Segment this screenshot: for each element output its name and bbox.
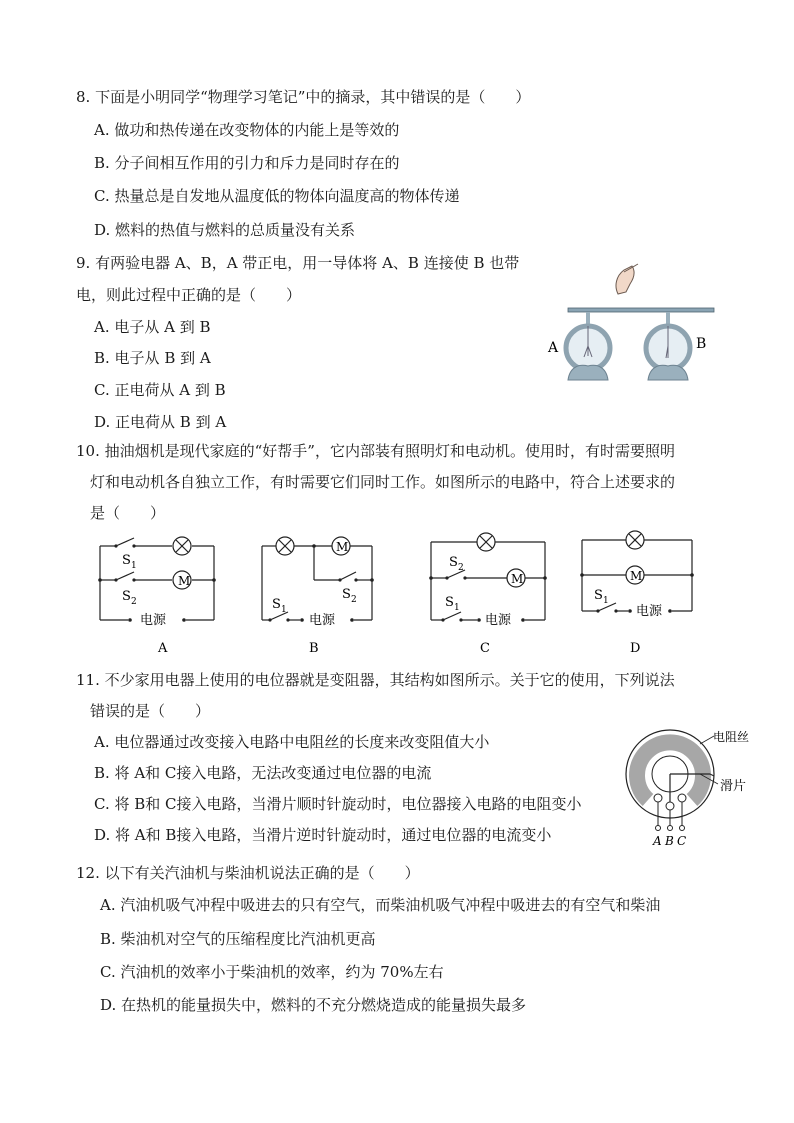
electroscope-label-b: B <box>696 336 707 352</box>
svg-text:M: M <box>630 569 643 583</box>
svg-text:S: S <box>342 587 351 602</box>
q9-option-b: B. 电子从 B 到 A <box>94 349 211 367</box>
circuit-caption: C <box>480 641 490 654</box>
svg-text:S: S <box>449 555 458 570</box>
svg-text:电源: 电源 <box>309 613 336 628</box>
q12-option-b: B. 柴油机对空气的压缩程度比汽油机更高 <box>100 930 376 948</box>
electroscope-figure <box>540 262 720 387</box>
svg-text:1: 1 <box>603 596 609 606</box>
q11-stem-line1: 11. 不少家用电器上使用的电位器就是变阻器，其结构如图所示。关于它的使用，下列说法 <box>76 671 675 689</box>
q11-option-c: C. 将 B和 C接入电路，当滑片顺时针旋动时，电位器接入电路的电阻变小 <box>94 795 582 813</box>
svg-text:M: M <box>336 540 349 554</box>
svg-text:1: 1 <box>454 603 460 613</box>
electroscope-b <box>646 312 690 380</box>
motor-label: M <box>178 574 191 588</box>
q8-option-a: A. 做功和热传递在改变物体的内能上是等效的 <box>94 121 400 139</box>
svg-text:A: A <box>653 834 662 848</box>
hand-icon <box>616 266 634 294</box>
circuit-caption: B <box>309 641 319 654</box>
q8-option-c: C. 热量总是自发地从温度低的物体向温度高的物体传递 <box>94 187 460 205</box>
electroscope-a <box>566 312 610 380</box>
electroscope-label-a: A <box>548 340 559 356</box>
circuit-d <box>574 527 700 654</box>
circuit-c <box>425 532 551 654</box>
q11-option-a: A. 电位器通过改变接入电路中电阻丝的长度来改变阻值大小 <box>94 733 490 751</box>
q12-stem: 12. 以下有关汽油机与柴油机说法正确的是（ ） <box>76 864 420 882</box>
svg-text:2: 2 <box>351 595 357 605</box>
q10-stem-line2: 灯和电动机各自独立工作，有时需要它们同时工作。如图所示的电路中，符合上述要求的 <box>90 473 676 491</box>
svg-text:2: 2 <box>458 563 464 573</box>
q12-option-c: C. 汽油机的效率小于柴油机的效率，约为 70%左右 <box>100 963 444 981</box>
q12-option-d: D. 在热机的能量损失中，燃料的不充分燃烧造成的能量损失最多 <box>100 996 527 1014</box>
q8-stem: 8. 下面是小明同学“物理学习笔记”中的摘录，其中错误的是（ ） <box>76 88 531 106</box>
circuit-caption: D <box>630 641 641 654</box>
svg-text:1: 1 <box>131 561 137 571</box>
q9-stem-line2: 电，则此过程中正确的是（ ） <box>76 286 302 304</box>
conductor-rod <box>568 308 714 312</box>
svg-text:C: C <box>677 834 687 848</box>
q11-option-b: B. 将 A和 C接入电路，无法改变通过电位器的电流 <box>94 764 432 782</box>
q12-option-a: A. 汽油机吸气冲程中吸进去的只有空气，而柴油机吸气冲程中吸进去的有空气和柴油 <box>100 896 661 914</box>
svg-text:S: S <box>122 553 131 568</box>
q10-stem-line3: 是（ ） <box>90 504 166 522</box>
q9-option-d: D. 正电荷从 B 到 A <box>94 413 227 431</box>
q9-stem-line1: 9. 有两验电器 A、B，A 带正电，用一导体将 A、B 连接使 B 也带 <box>76 254 520 272</box>
q11-stem-line2: 错误的是（ ） <box>90 702 211 720</box>
slider-label: 滑片 <box>720 779 747 794</box>
potentiometer-figure <box>618 722 768 852</box>
svg-text:S: S <box>594 588 603 603</box>
q11-option-d: D. 将 A和 B接入电路，当滑片逆时针旋动时，通过电位器的电流变小 <box>94 826 552 844</box>
svg-text:电源: 电源 <box>636 604 663 619</box>
svg-text:S: S <box>445 595 454 610</box>
circuit-b <box>254 532 380 654</box>
svg-text:B: B <box>665 834 674 848</box>
q8-option-d: D. 燃料的热值与燃料的总质量没有关系 <box>94 221 356 239</box>
svg-text:S: S <box>272 597 281 612</box>
svg-text:电源: 电源 <box>485 613 512 628</box>
circuit-a <box>92 532 224 654</box>
q8-option-b: B. 分子间相互作用的引力和斥力是同时存在的 <box>94 154 400 172</box>
resistance-wire-label: 电阻丝 <box>713 730 750 744</box>
circuit-caption: A <box>158 641 168 654</box>
svg-text:1: 1 <box>281 605 287 615</box>
q9-option-c: C. 正电荷从 A 到 B <box>94 381 226 399</box>
power-source-label: 电源 <box>140 613 167 628</box>
svg-text:M: M <box>511 572 524 586</box>
q9-option-a: A. 电子从 A 到 B <box>94 318 211 336</box>
svg-text:2: 2 <box>131 597 137 607</box>
q10-stem-line1: 10. 抽油烟机是现代家庭的“好帮手”，它内部装有照明灯和电动机。使用时，有时需要照明 <box>76 442 675 460</box>
svg-text:S: S <box>122 589 131 604</box>
